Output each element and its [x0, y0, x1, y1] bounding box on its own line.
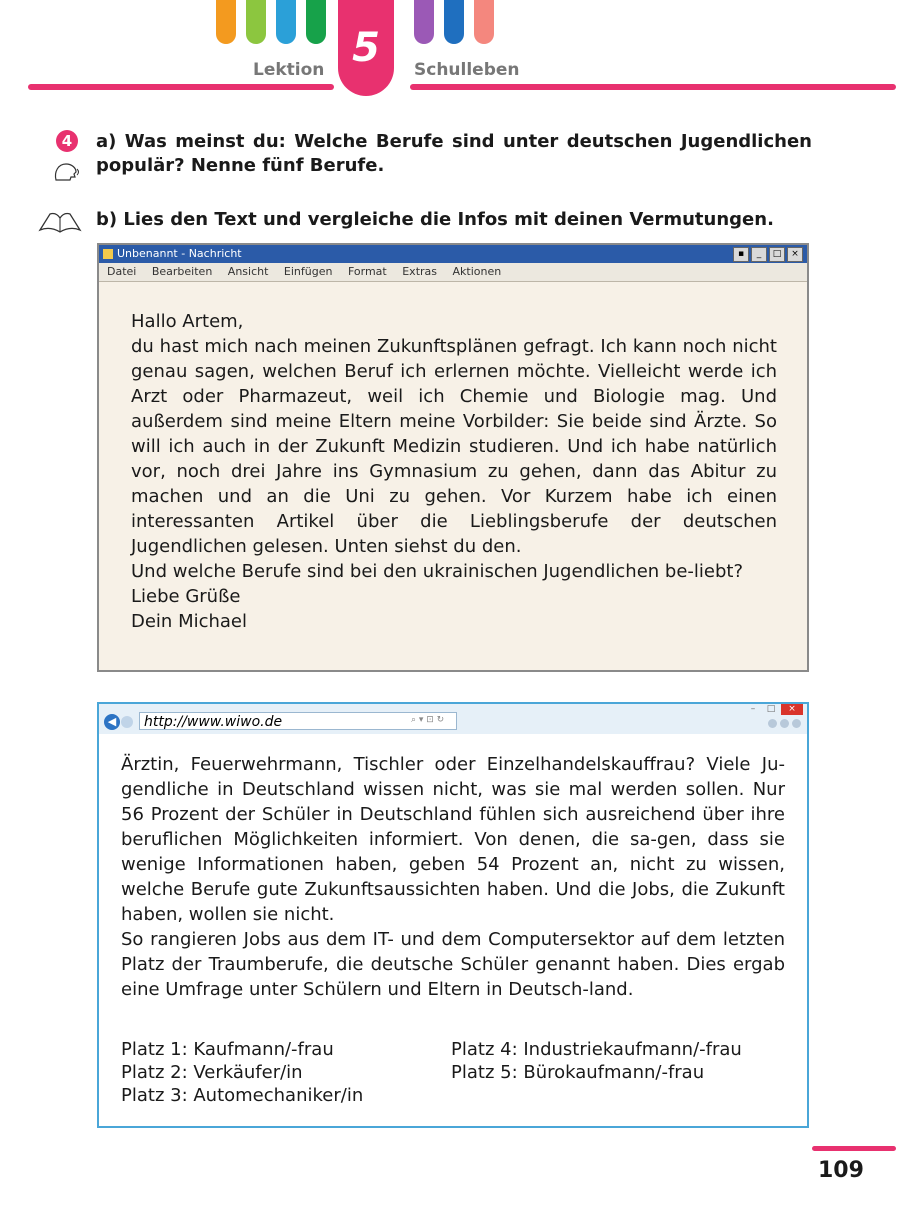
menu-datei[interactable]: Datei	[107, 265, 137, 278]
article-body	[121, 752, 785, 1002]
header-line-left	[28, 84, 334, 90]
email-closing: Liebe Grüße	[131, 586, 241, 607]
menu-einfuegen[interactable]: Einfügen	[283, 265, 333, 278]
email-window	[97, 243, 809, 672]
browser-maximize-button[interactable]: □	[766, 704, 776, 714]
ranking-item-3: Platz 3: Automechaniker/in	[121, 1085, 364, 1106]
color-bar-darkgreen	[306, 0, 326, 44]
forward-arrow-icon[interactable]	[121, 716, 133, 728]
book-icon	[38, 206, 82, 234]
settings-gear-icon[interactable]	[792, 719, 801, 728]
window-close-button[interactable]: ×	[787, 247, 803, 262]
lesson-number-tab: 5	[338, 0, 394, 96]
footer-line	[812, 1146, 896, 1151]
speaking-icon	[52, 160, 82, 184]
task-b-text: b) Lies den Text und vergleiche die Infos mit deinen Vermutungen.	[96, 209, 774, 230]
color-bar-orange	[216, 0, 236, 44]
browser-close-button[interactable]: ×	[781, 704, 803, 715]
color-bar-blue	[276, 0, 296, 44]
email-window-titlebar	[99, 245, 807, 263]
article-paragraph-2: So rangieren Jobs aus dem IT- und dem Computersektor auf dem letzten Platz der Traumberufe, die deutsche Schüler genannt haben. Dies ergab eine Umfrage unter Schülern und Eltern in Deutsch-land.	[121, 929, 785, 1000]
browser-minimize-button[interactable]: –	[750, 704, 756, 714]
browser-toolbar-icons	[768, 719, 801, 728]
window-maximize-button[interactable]: □	[769, 247, 785, 262]
ranking-item-1: Platz 1: Kaufmann/-frau	[121, 1039, 334, 1060]
back-arrow-icon[interactable]: ◀	[104, 714, 120, 730]
ranking-item-4: Platz 4: Industriekaufmann/-frau	[451, 1039, 742, 1060]
email-window-title: Unbenannt - Nachricht	[117, 247, 242, 260]
topic-label: Schulleben	[414, 60, 520, 80]
browser-toolbar	[99, 704, 807, 734]
browser-window	[97, 702, 809, 1128]
window-app-icon	[103, 249, 113, 259]
ranking-list	[121, 1038, 785, 1107]
email-greeting: Hallo Artem,	[131, 311, 244, 332]
task-number-badge: 4	[56, 130, 78, 152]
menu-format[interactable]: Format	[347, 265, 387, 278]
address-tools-icon[interactable]: ⌕ ▾ ⊡ ↻	[411, 715, 445, 725]
window-minimize-button[interactable]: _	[751, 247, 767, 262]
lesson-label: Lektion	[253, 60, 325, 80]
color-bar-darkblue	[444, 0, 464, 44]
ranking-item-5: Platz 5: Bürokaufmann/-frau	[451, 1062, 705, 1083]
page-number: 109	[818, 1158, 864, 1183]
color-bar-green	[246, 0, 266, 44]
header-line-right	[410, 84, 896, 90]
email-question: Und welche Berufe sind bei den ukrainischen Jugendlichen be-liebt?	[131, 561, 744, 582]
menu-extras[interactable]: Extras	[402, 265, 438, 278]
menu-aktionen[interactable]: Aktionen	[452, 265, 502, 278]
favorites-star-icon[interactable]	[780, 719, 789, 728]
color-bar-purple	[414, 0, 434, 44]
task-a-text: a) Was meinst du: Welche Berufe sind unter deutschen Jugendlichen populär? Nenne fünf Berufe.	[96, 131, 812, 176]
window-controls	[733, 247, 803, 262]
menu-bearbeiten[interactable]: Bearbeiten	[151, 265, 213, 278]
color-bar-salmon	[474, 0, 494, 44]
email-menu-bar	[99, 263, 807, 282]
email-body	[131, 309, 777, 634]
browser-window-controls	[745, 704, 803, 715]
menu-ansicht[interactable]: Ansicht	[227, 265, 269, 278]
email-signature: Dein Michael	[131, 611, 248, 632]
article-paragraph-1: Ärztin, Feuerwehrmann, Tischler oder Einzelhandelskauffrau? Viele Ju-gendliche in Deutschland wissen nicht, was sie mal werden sollen. Nur 56 Prozent der Schüler in Deutschland fühlen sich ausreichend über ihre beruflichen Möglichkeiten informiert. Von denen, die sa-gen, dass sie wenige Informationen haben, geben 54 Prozent an, nicht zu wissen, welche Berufe gute Zukunftsaussichten haben. Und die Jobs, die Zukunft haben, wollen sie nicht.	[121, 754, 785, 925]
window-help-button[interactable]: ▪	[733, 247, 749, 262]
home-icon[interactable]	[768, 719, 777, 728]
ranking-item-2: Platz 2: Verkäufer/in	[121, 1062, 303, 1083]
address-bar[interactable]: http://www.wiwo.de	[139, 712, 457, 730]
email-paragraph: du hast mich nach meinen Zukunftsplänen gefragt. Ich kann noch nicht genau sagen, welchen Beruf ich erlernen möchte. Vielleicht werde ich Arzt oder Pharmazeut, weil ich Chemie und Biologie mag. Und außerdem sind meine Eltern meine Vorbilder: Sie beide sind Ärzte. So will ich auch in der Zukunft Medizin studieren. Und ich habe natürlich vor, noch drei Jahre ins Gymnasium zu gehen, dann das Abitur zu machen und an die Uni zu gehen. Vor Kurzem habe ich einen interessanten Artikel über die Lieblingsberufe der deutschen Jugendlichen gelesen. Unten siehst du den.	[131, 336, 777, 557]
